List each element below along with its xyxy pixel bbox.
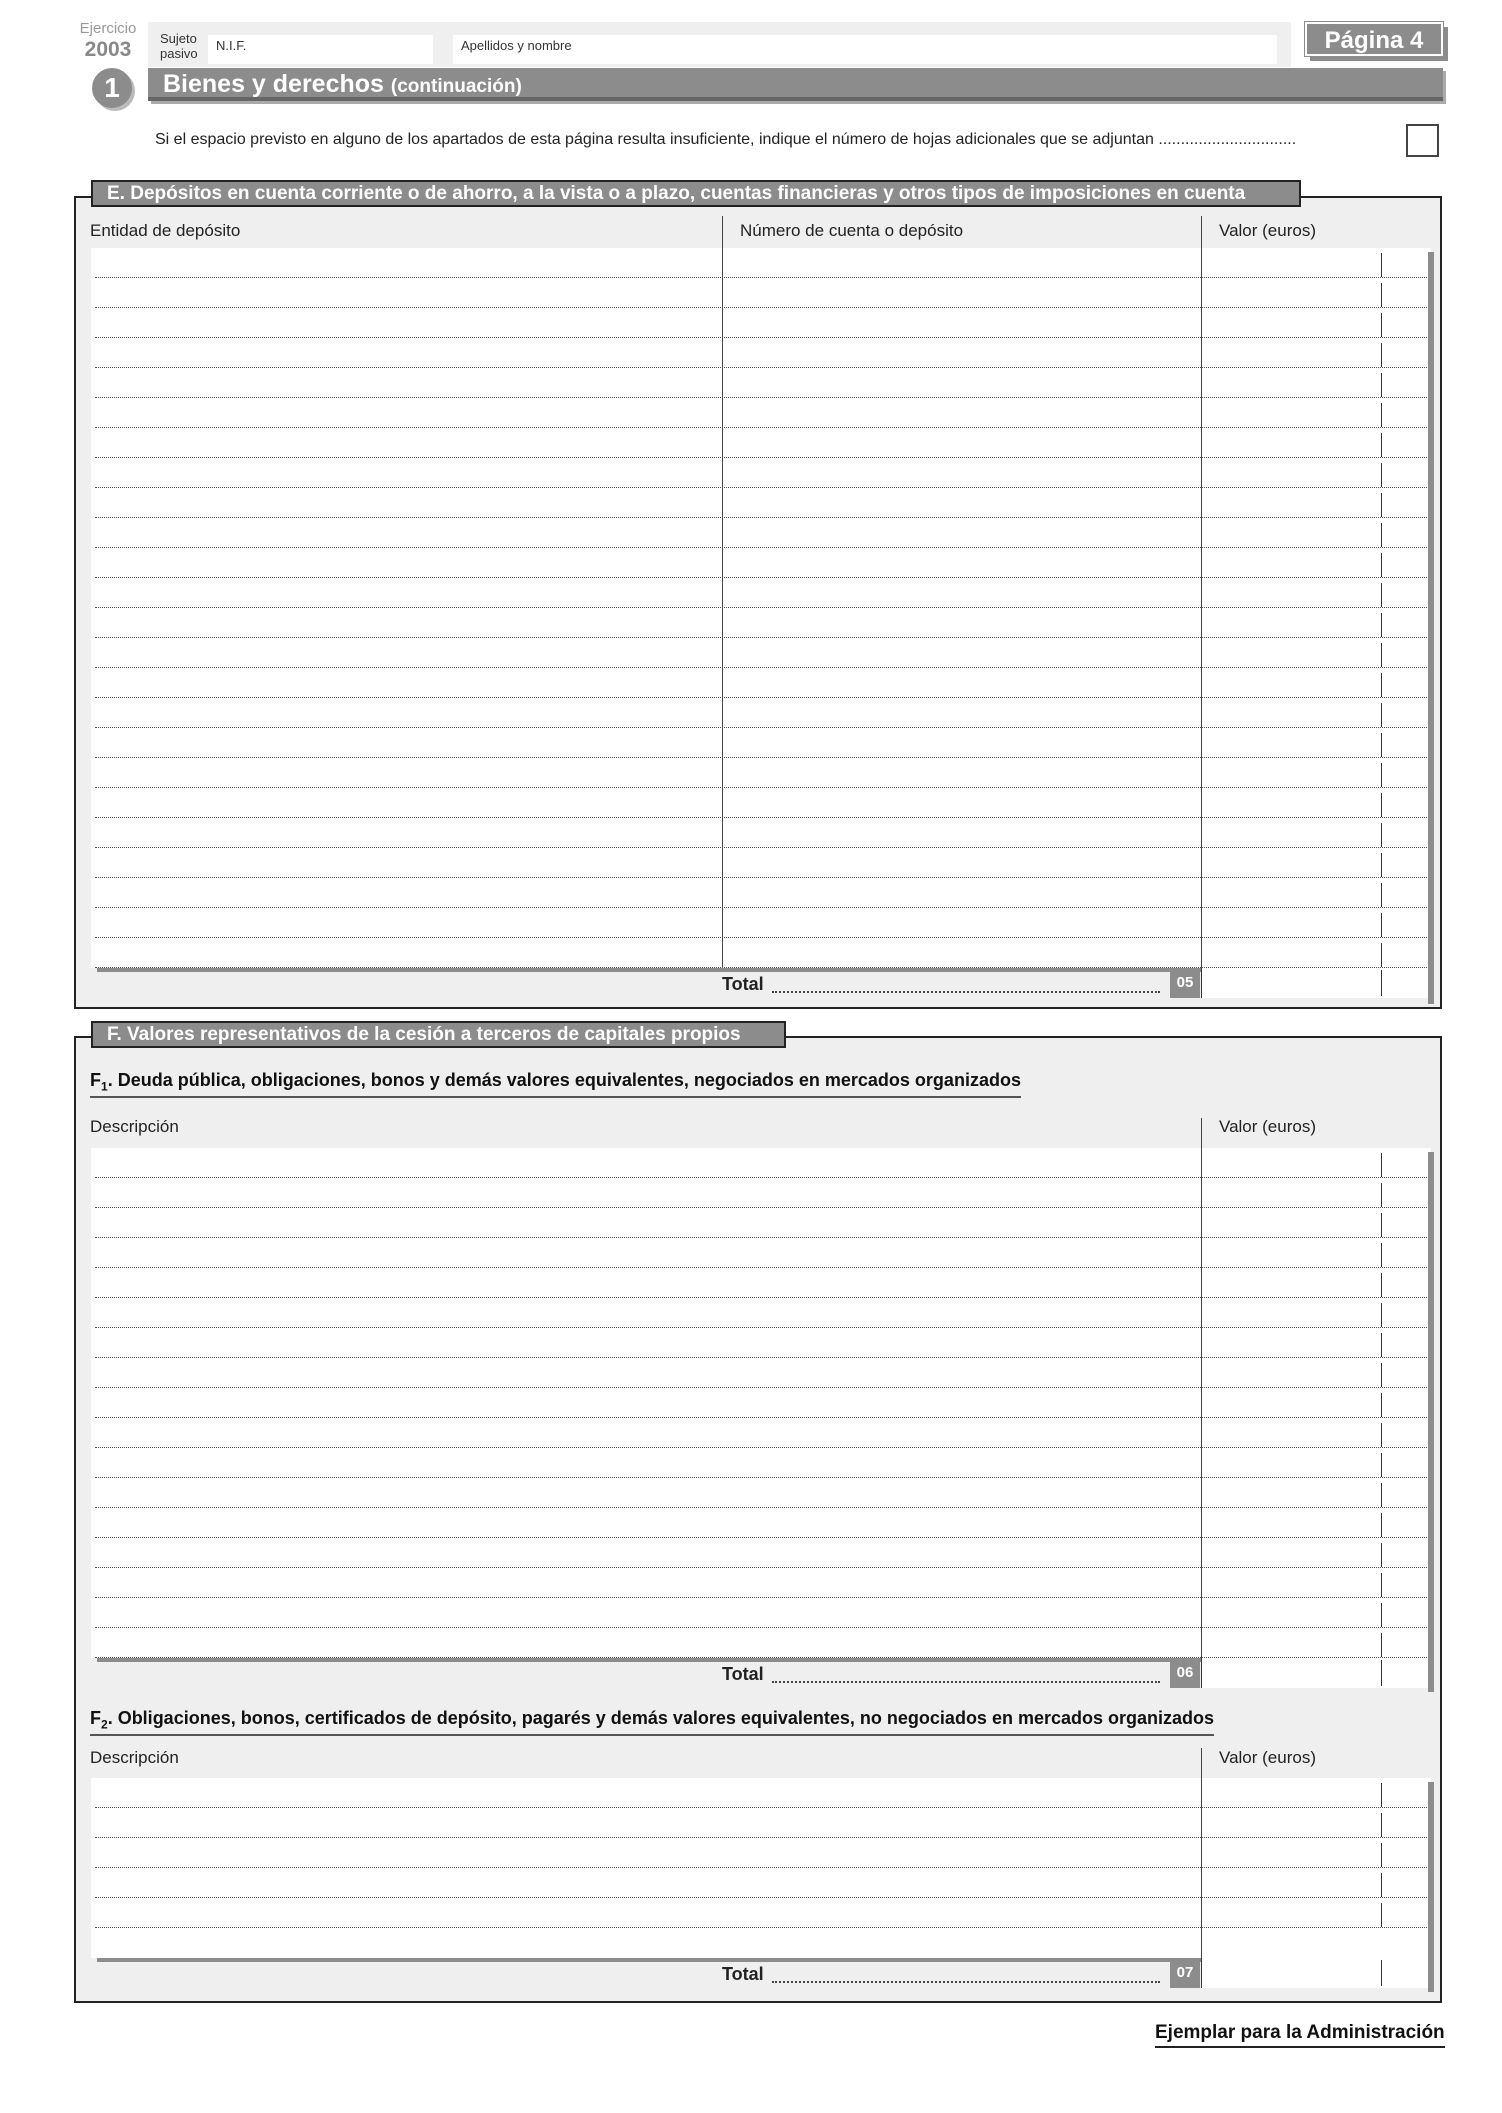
entry-row-line[interactable] xyxy=(95,367,1427,368)
decimal-separator-tick xyxy=(1381,1423,1382,1447)
f2-total-field[interactable] xyxy=(1201,1958,1428,1988)
entry-row-line[interactable] xyxy=(95,1327,1427,1328)
decimal-separator-tick xyxy=(1381,763,1382,787)
page-number: Página 4 xyxy=(1305,22,1443,56)
entry-row-line[interactable] xyxy=(95,427,1427,428)
entry-row-line[interactable] xyxy=(95,1567,1427,1568)
decimal-separator-tick xyxy=(1381,703,1382,727)
section-e-total-code: 05 xyxy=(1170,968,1200,998)
f2-col-desc-header: Descripción xyxy=(90,1748,179,1767)
f2-value-shadow xyxy=(1428,1782,1434,1992)
f2-title xyxy=(90,1708,1214,1736)
decimal-separator-tick xyxy=(1381,1363,1382,1387)
decimal-separator-tick xyxy=(1381,1633,1382,1657)
decimal-separator-tick xyxy=(1381,1393,1382,1417)
decimal-separator-tick xyxy=(1381,433,1382,457)
entry-row-line[interactable] xyxy=(95,307,1427,308)
section-e-total-bar xyxy=(97,968,1201,972)
decimal-separator-tick xyxy=(1381,1513,1382,1537)
f1-total-code: 06 xyxy=(1170,1658,1200,1688)
entry-row-line[interactable] xyxy=(95,1897,1427,1898)
section-e-value-shadow xyxy=(1428,252,1434,1004)
entry-row-line[interactable] xyxy=(95,727,1427,728)
entry-row-line[interactable] xyxy=(95,847,1427,848)
decimal-separator-tick xyxy=(1381,1483,1382,1507)
entry-row-line[interactable] xyxy=(95,667,1427,668)
entry-row-line[interactable] xyxy=(95,487,1427,488)
entry-row-line[interactable] xyxy=(95,817,1427,818)
nif-label: N.I.F. xyxy=(216,38,247,53)
entry-row-line[interactable] xyxy=(95,547,1427,548)
entry-row-line[interactable] xyxy=(95,937,1427,938)
entry-row-line[interactable] xyxy=(95,877,1427,878)
entry-row-line[interactable] xyxy=(95,607,1427,608)
decimal-separator-tick xyxy=(1381,493,1382,517)
f2-rows xyxy=(91,1778,1431,1958)
decimal-separator-tick xyxy=(1381,523,1382,547)
section-e-total-field[interactable] xyxy=(1201,968,1428,998)
decimal-separator-tick xyxy=(1381,1603,1382,1627)
decimal-separator-tick xyxy=(1381,1183,1382,1207)
entry-row-line[interactable] xyxy=(95,577,1427,578)
decimal-separator-tick xyxy=(1381,1573,1382,1597)
decimal-separator-tick xyxy=(1381,553,1382,577)
entry-row-line[interactable] xyxy=(95,697,1427,698)
decimal-separator-tick xyxy=(1381,1543,1382,1567)
f2-col-valor-header: Valor (euros) xyxy=(1219,1748,1316,1767)
decimal-separator-tick xyxy=(1381,463,1382,487)
decimal-separator-tick xyxy=(1381,1153,1382,1177)
decimal-separator-tick xyxy=(1381,1783,1382,1807)
decimal-separator-tick xyxy=(1381,733,1382,757)
entry-row-line[interactable] xyxy=(95,397,1427,398)
f1-prefix: F xyxy=(90,1070,101,1090)
f2-title-text: . Obligaciones, bonos, certificados de depósito, pagarés y demás valores equivalentes, no negociados en mercados organizados xyxy=(107,1708,1215,1728)
section-e-title: E. Depósitos en cuenta corriente o de ahorro, a la vista o a plazo, cuentas financieras y otros tipos de imposiciones en cuenta xyxy=(91,180,1301,207)
entry-row-line[interactable] xyxy=(95,907,1427,908)
decimal-separator-tick xyxy=(1381,1273,1382,1297)
entry-row-line[interactable] xyxy=(95,1267,1427,1268)
name-label: Apellidos y nombre xyxy=(461,38,572,53)
decimal-separator-tick xyxy=(1381,1873,1382,1897)
section-title-suffix: (continuación) xyxy=(390,76,522,97)
col-valor-header: Valor (euros) xyxy=(1219,221,1316,240)
footer-copy-label: Ejemplar para la Administración xyxy=(1155,2022,1445,2048)
sujeto-pasivo-label xyxy=(160,31,198,61)
f1-divider xyxy=(1201,1118,1202,1658)
entry-row-line[interactable] xyxy=(95,1177,1427,1178)
entry-row-line[interactable] xyxy=(95,457,1427,458)
section-e-divider-1 xyxy=(722,216,723,968)
entry-row-line[interactable] xyxy=(95,787,1427,788)
decimal-separator-tick xyxy=(1381,643,1382,667)
pasivo-label: pasivo xyxy=(160,46,198,61)
f1-sub: 1 xyxy=(101,1079,108,1094)
decimal-separator-tick xyxy=(1381,883,1382,907)
entry-row-line[interactable] xyxy=(95,1237,1427,1238)
decimal-separator-tick xyxy=(1381,853,1382,877)
decimal-separator-tick xyxy=(1381,373,1382,397)
ejercicio-year: 2003 xyxy=(84,38,132,61)
decimal-separator-tick xyxy=(1381,1903,1382,1927)
section-e-divider-2 xyxy=(1201,216,1202,968)
decimal-separator-tick xyxy=(1381,1453,1382,1477)
decimal-separator-tick xyxy=(1381,673,1382,697)
decimal-separator-tick xyxy=(1381,343,1382,367)
f2-total-code: 07 xyxy=(1170,1958,1200,1988)
entry-row-line[interactable] xyxy=(95,1837,1427,1838)
f1-title-text: . Deuda pública, obligaciones, bonos y demás valores equivalentes, negociados en mercados organizados xyxy=(107,1070,1021,1090)
entry-row-line[interactable] xyxy=(95,1297,1427,1298)
f1-total-field[interactable] xyxy=(1201,1658,1428,1688)
entry-row-line[interactable] xyxy=(95,1807,1427,1808)
decimal-separator-tick xyxy=(1381,1333,1382,1357)
section-e-total-tick xyxy=(1381,970,1382,996)
section-e-rows xyxy=(91,248,1431,968)
entry-row-line[interactable] xyxy=(95,1447,1427,1448)
ejercicio-label: Ejercicio xyxy=(79,20,137,37)
decimal-separator-tick xyxy=(1381,613,1382,637)
f2-total-dots xyxy=(772,1981,1160,1983)
sujeto-label: Sujeto xyxy=(160,31,197,46)
f1-total-dots xyxy=(772,1681,1160,1683)
section-f-title: F. Valores representativos de la cesión a terceros de capitales propios xyxy=(91,1021,786,1048)
entry-row-line[interactable] xyxy=(95,757,1427,758)
decimal-separator-tick xyxy=(1381,283,1382,307)
f1-title xyxy=(90,1070,1021,1098)
entry-row-line[interactable] xyxy=(95,277,1427,278)
decimal-separator-tick xyxy=(1381,793,1382,817)
entry-row-line[interactable] xyxy=(95,1207,1427,1208)
f2-sub: 2 xyxy=(101,1717,108,1732)
f1-value-shadow xyxy=(1428,1152,1434,1692)
entry-row-line[interactable] xyxy=(95,1387,1427,1388)
decimal-separator-tick xyxy=(1381,1303,1382,1327)
entry-row-line[interactable] xyxy=(95,1507,1427,1508)
entry-row-line[interactable] xyxy=(95,337,1427,338)
entry-row-line[interactable] xyxy=(95,1627,1427,1628)
f2-total-tick xyxy=(1381,1960,1382,1986)
f1-col-desc-header: Descripción xyxy=(90,1117,179,1136)
f1-rows xyxy=(91,1148,1431,1658)
decimal-separator-tick xyxy=(1381,823,1382,847)
entry-row-line[interactable] xyxy=(95,1597,1427,1598)
entry-row-line[interactable] xyxy=(95,517,1427,518)
section-e-total-dots xyxy=(772,991,1160,993)
additional-sheets-field[interactable] xyxy=(1406,124,1439,157)
f1-total-bar xyxy=(97,1658,1201,1662)
f1-total-tick xyxy=(1381,1660,1382,1686)
decimal-separator-tick xyxy=(1381,583,1382,607)
entry-row-line[interactable] xyxy=(95,1927,1427,1928)
decimal-separator-tick xyxy=(1381,1843,1382,1867)
entry-row-line[interactable] xyxy=(95,1477,1427,1478)
decimal-separator-tick xyxy=(1381,253,1382,277)
section-number-badge: 1 xyxy=(92,68,132,108)
entry-row-line[interactable] xyxy=(95,1357,1427,1358)
decimal-separator-tick xyxy=(1381,403,1382,427)
entry-row-line[interactable] xyxy=(95,637,1427,638)
decimal-separator-tick xyxy=(1381,1213,1382,1237)
section-title xyxy=(163,69,522,102)
decimal-separator-tick xyxy=(1381,1813,1382,1837)
decimal-separator-tick xyxy=(1381,913,1382,937)
col-entidad-header: Entidad de depósito xyxy=(90,221,241,240)
section-e-total-label: Total xyxy=(722,974,764,994)
col-numero-header: Número de cuenta o depósito xyxy=(740,221,964,240)
f2-total-label: Total xyxy=(722,1964,764,1984)
decimal-separator-tick xyxy=(1381,1243,1382,1267)
f1-total-label: Total xyxy=(722,1664,764,1684)
entry-row-line[interactable] xyxy=(95,1417,1427,1418)
entry-row-line[interactable] xyxy=(95,1867,1427,1868)
f1-col-valor-header: Valor (euros) xyxy=(1219,1117,1316,1136)
decimal-separator-tick xyxy=(1381,943,1382,967)
section-title-main: Bienes y derechos xyxy=(163,70,384,98)
name-field[interactable] xyxy=(453,35,1277,64)
additional-sheets-note: Si el espacio previsto en alguno de los apartados de esta página resulta insuficiente, indique el número de hojas adicionales que se adjuntan ............................... xyxy=(155,131,1297,148)
entry-row-line[interactable] xyxy=(95,1537,1427,1538)
f2-total-bar xyxy=(97,1958,1201,1962)
decimal-separator-tick xyxy=(1381,313,1382,337)
f2-prefix: F xyxy=(90,1708,101,1728)
